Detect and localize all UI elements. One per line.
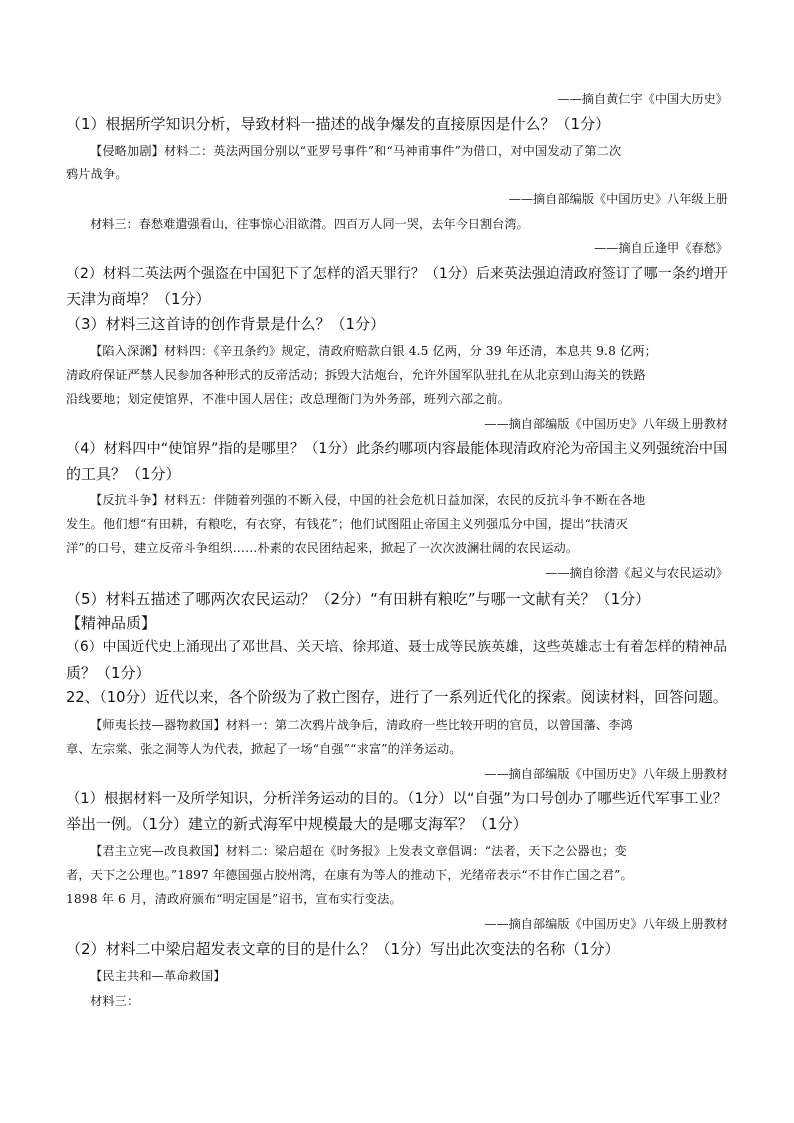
material-2-line-1: 【侵略加剧】材料二：英法两国分别以“亚罗号事件”和“马神甫事件”为借口，对中国发动了第二次: [90, 144, 622, 158]
material-1-line-2: 章、左宗棠、张之洞等人为代表，掀起了一场“自强”“求富”的洋务运动。: [66, 742, 462, 756]
question-4-line-1: （4）材料四中“使馆界”指的是哪里？（1分）此条约哪项内容最能体现清政府沦为帝国主义列强统治中国: [66, 441, 728, 457]
material-1-line-1: 【师夷长技—器物救国】材料一：第二次鸦片战争后，清政府一些比较开明的官员，以曾国藩、李鸿: [90, 718, 633, 732]
source-line: ——摘自黄仁宇《中国大历史》: [557, 92, 728, 106]
material-3-poem: 材料三：春愁难遣强看山，往事惊心泪欲潸。四百万人同一哭，去年今日割台湾。: [90, 217, 529, 231]
source-line: ——摘自部编版《中国历史》八年级上册教材: [484, 767, 728, 781]
material-4-line-2: 清政府保证严禁人民参加各种形式的反帝活动；拆毁大沽炮台，允许外国军队驻扎在从北京到山海关的铁路: [66, 368, 646, 382]
question-22-2: （2）材料二中梁启超发表文章的目的是什么？（1分）写出此次变法的名称（1分）: [66, 940, 620, 958]
source-line: ——摘自部编版《中国历史》八年级上册: [508, 192, 728, 206]
source-line: ——摘自部编版《中国历史》八年级上册教材: [484, 417, 728, 431]
question-1: （1）根据所学知识分析，导致材料一描述的战争爆发的直接原因是什么？（1分）: [66, 115, 611, 133]
material-5-line-3: 洋”的口号，建立反帝斗争组织……朴素的农民团结起来，掀起了一次次波澜壮阔的农民运动。: [66, 541, 579, 555]
material-3-label: 材料三：: [90, 994, 140, 1008]
material-2-line-2: 鸦片战争。: [66, 167, 128, 181]
section-heading: 【民主共和—革命救国】: [90, 969, 226, 983]
question-22-1-line-1: （1）根据材料一及所学知识，分析洋务运动的目的。（1分）以“自强”为口号创办了哪些近代军事工业？: [66, 791, 728, 807]
material-4-line-1: 【陷入深渊】材料四：《辛丑条约》规定，清政府赔款白银 4.5 亿两，分 39 年还清，本息共 9.8 亿两；: [90, 344, 658, 358]
material-5-line-2: 发生。他们想“有田耕，有粮吃，有衣穿，有钱花”；他们试图阻止帝国主义列强瓜分中国，提出“扶清灭: [66, 517, 628, 531]
question-6-line-2: 质？（1分）: [66, 664, 151, 682]
source-line: ——摘自徐潜《起义与农民运动》: [545, 566, 728, 580]
section-heading: 【精神品质】: [66, 614, 157, 632]
question-5: （5）材料五描述了哪两次农民运动？（2分）“有田耕有粮吃”与哪一文献有关？（1分）: [66, 590, 651, 608]
question-2-line-1: （2）材料二英法两个强盗在中国犯下了怎样的滔天罪行？（1分）后来英法强迫清政府签订了哪一条约增开: [66, 266, 728, 282]
material-22-2-line-1: 【君主立宪—改良救国】材料二：梁启超在《时务报》上发表文章倡调：“法者，天下之公器也；变: [90, 844, 627, 858]
source-line: ——摘自丘逢甲《春愁》: [593, 241, 728, 255]
material-5-line-1: 【反抗斗争】材料五：伴随着列强的不断入侵，中国的社会危机日益加深，农民的反抗斗争不断在各地: [90, 493, 646, 507]
material-22-2-line-2: 者，天下之公理也。”1897 年德国强占胶州湾，在康有为等人的推动下，光绪帝表示“不甘作亡国之君”。: [66, 868, 633, 882]
question-4-line-2: 的工具？（1分）: [66, 465, 181, 483]
material-22-2-line-3: 1898 年 6 月，清政府颁布“明定国是”诏书，宣布实行变法。: [66, 892, 402, 906]
question-22-stem: 22、（10分）近代以来，各个阶级为了救亡图存，进行了一系列近代化的探索。阅读材料，回答问题。: [66, 689, 728, 706]
question-3: （3）材料三这首诗的创作背景是什么？（1分）: [66, 315, 386, 333]
material-4-line-3: 沿线要地；划定使馆界，不准中国人居住；改总理衙门为外务部，班列六部之前。: [66, 392, 511, 406]
source-line: ——摘自部编版《中国历史》八年级上册教材: [484, 917, 728, 931]
question-2-line-2: 天津为商埠？（1分）: [66, 290, 211, 308]
question-6-line-1: （6）中国近代史上涌现出了邓世昌、关天培、徐邦道、聂士成等民族英雄，这些英雄志士有着怎样的精神品: [66, 639, 727, 655]
question-22-1-line-2: 举出一例。（1分）建立的新式海军中规模最大的是哪支海军？（1分）: [66, 815, 528, 833]
